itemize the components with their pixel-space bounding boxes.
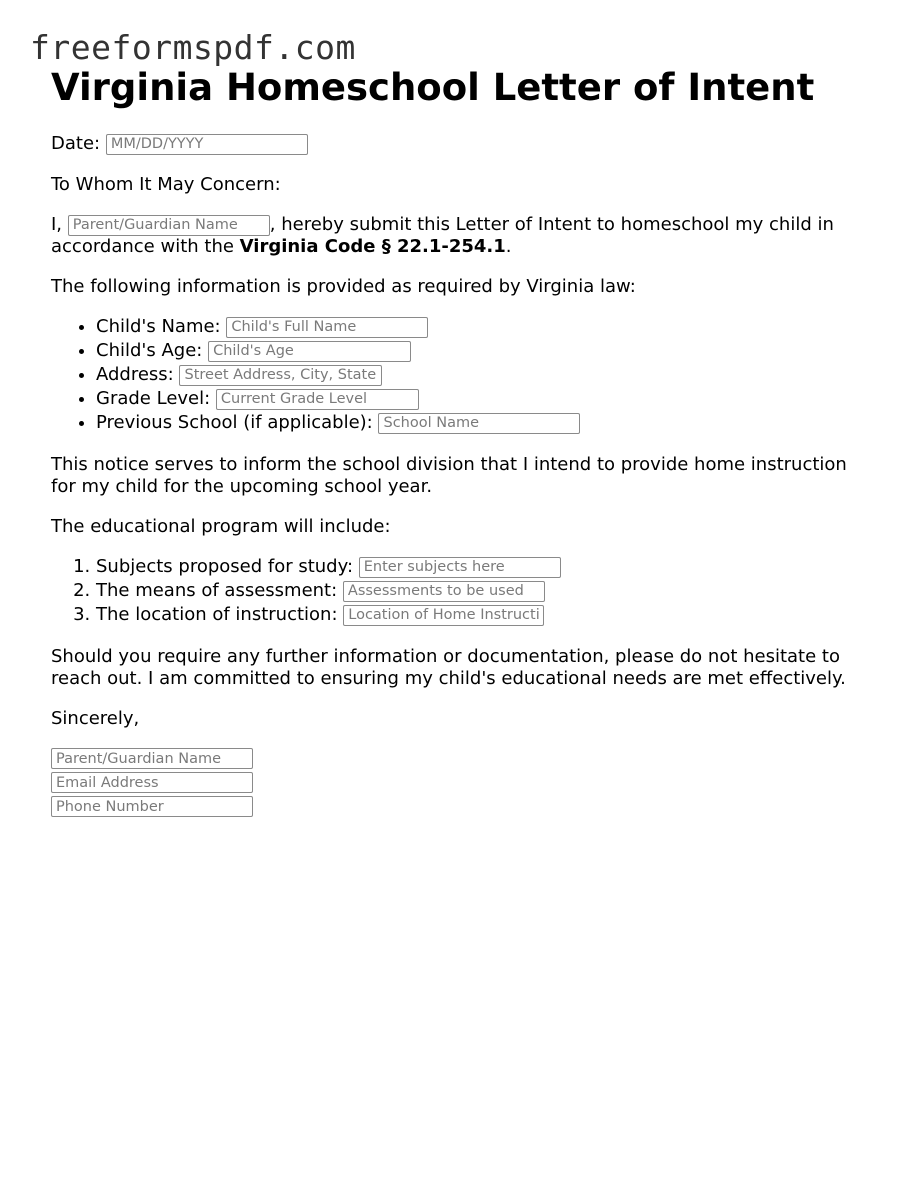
- child-name-input[interactable]: [226, 317, 428, 338]
- closing-paragraph: Should you require any further information or documentation, please do not hesitate to reach out. I am committed to ensuring my child's educational needs are met effectively.: [51, 646, 846, 689]
- parent-name-input[interactable]: [68, 215, 270, 236]
- email-input[interactable]: [51, 772, 253, 793]
- intro-paragraph: [51, 214, 871, 258]
- code-reference: Virginia Code § 22.1-254.1: [239, 236, 506, 257]
- list-item: [96, 580, 871, 604]
- program-list: [51, 556, 871, 628]
- list-item: [96, 556, 871, 580]
- date-label: Date:: [51, 133, 101, 154]
- list-item: [96, 412, 871, 436]
- list-item: [96, 388, 871, 412]
- letter-page: [51, 66, 871, 820]
- intro-prefix: I,: [51, 214, 63, 235]
- list-item: [96, 604, 871, 628]
- program-intro: The educational program will include:: [51, 516, 391, 537]
- list-item: [96, 316, 871, 340]
- assessment-label: The means of assessment:: [96, 580, 338, 601]
- assessment-input[interactable]: [343, 581, 545, 602]
- address-input[interactable]: [179, 365, 382, 386]
- location-input[interactable]: [343, 605, 544, 626]
- location-label: The location of instruction:: [96, 604, 338, 625]
- notice-paragraph: This notice serves to inform the school division that I intend to provide home instruction for my child for the upcoming school year.: [51, 454, 847, 497]
- child-name-label: Child's Name:: [96, 316, 221, 337]
- child-age-input[interactable]: [208, 341, 411, 362]
- previous-school-input[interactable]: [378, 413, 580, 434]
- date-input[interactable]: [106, 134, 308, 155]
- sincerely: Sincerely,: [51, 708, 140, 729]
- phone-input[interactable]: [51, 796, 253, 817]
- signature-name-input[interactable]: [51, 748, 253, 769]
- intro-text: , hereby submit this Letter of Intent to homeschool my child in accordance with the: [51, 214, 834, 257]
- grade-level-label: Grade Level:: [96, 388, 211, 409]
- child-age-label: Child's Age:: [96, 340, 203, 361]
- list-item: [96, 364, 871, 388]
- previous-school-label: Previous School (if applicable):: [96, 412, 373, 433]
- child-info-list: [51, 316, 871, 436]
- subjects-label: Subjects proposed for study:: [96, 556, 354, 577]
- list-item: [96, 340, 871, 364]
- intro-end: .: [505, 236, 512, 257]
- watermark: freeformspdf.com: [30, 28, 356, 67]
- signature-block: [51, 748, 871, 817]
- greeting: To Whom It May Concern:: [51, 174, 281, 195]
- grade-level-input[interactable]: [216, 389, 419, 410]
- info-intro: The following information is provided as required by Virginia law:: [51, 276, 636, 297]
- address-label: Address:: [96, 364, 174, 385]
- date-line: [51, 133, 871, 155]
- subjects-input[interactable]: [359, 557, 561, 578]
- page-title: Virginia Homeschool Letter of Intent: [51, 66, 815, 109]
